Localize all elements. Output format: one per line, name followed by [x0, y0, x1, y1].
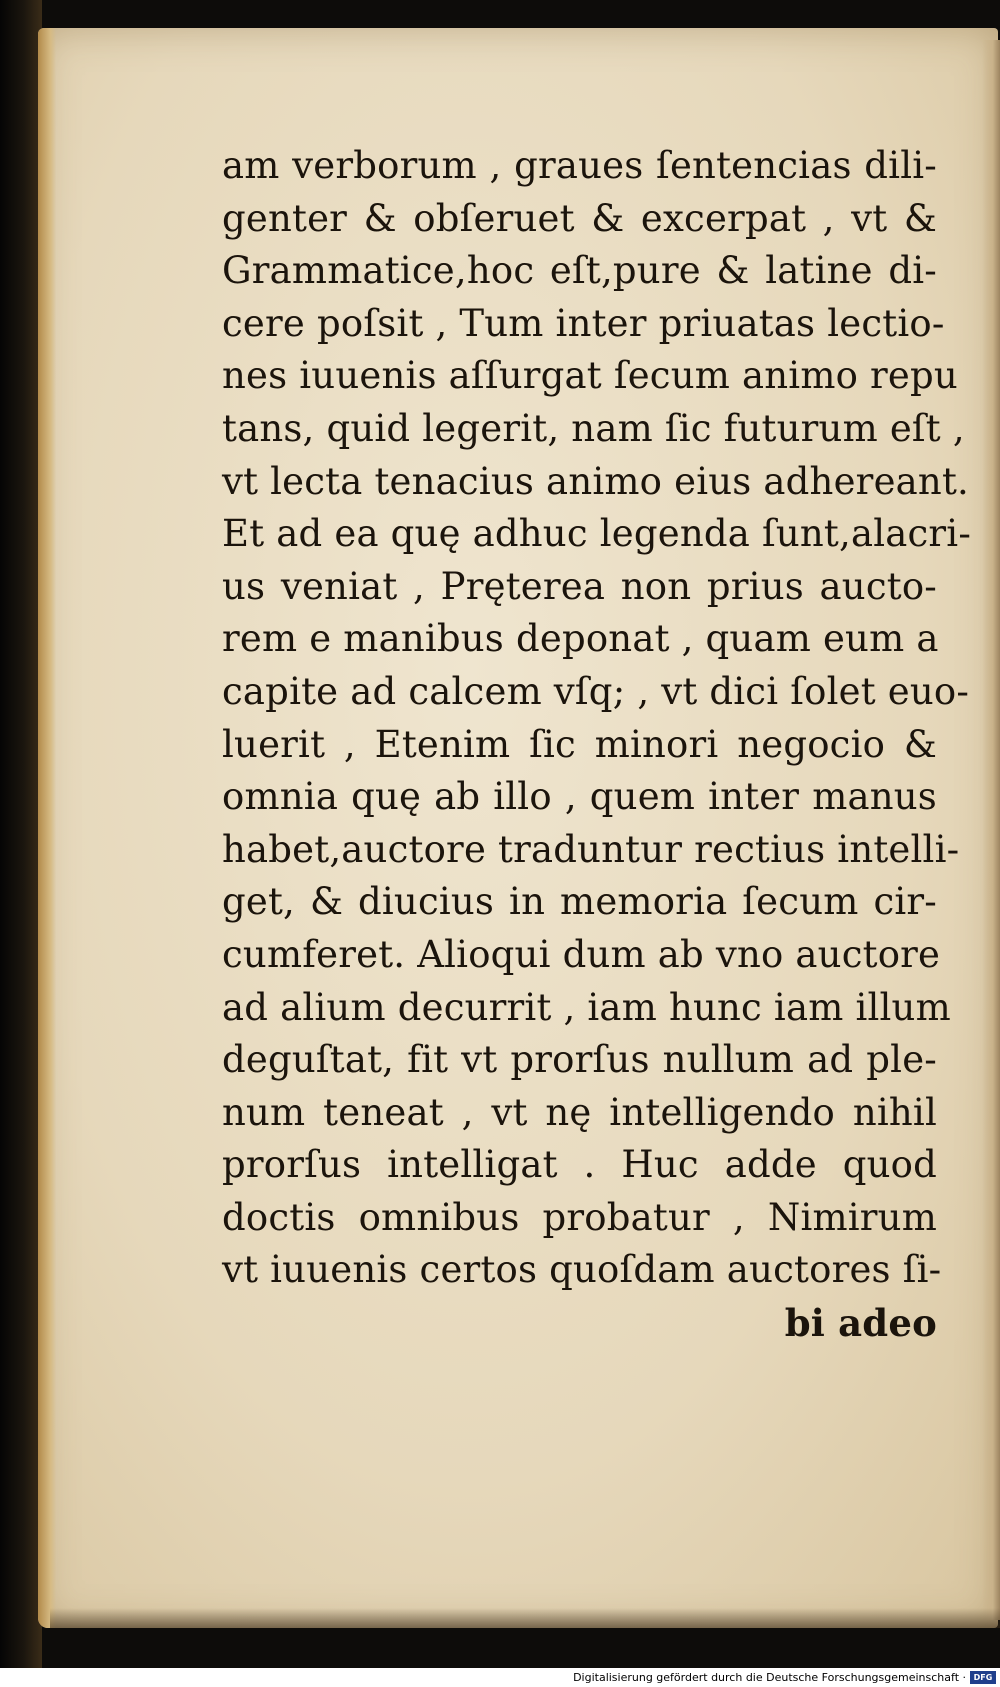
text-line: deguſtat, fit vt prorſus nullum ad ple-: [222, 1038, 937, 1082]
text-line: Et ad ea quę adhuc legenda ſunt,alacri-: [222, 512, 972, 556]
text-line: luerit , Etenim ſic minori negocio &: [222, 722, 937, 766]
text-line: tans, quid legerit, nam ſic futurum eſt ,: [222, 406, 965, 450]
digitization-footer: [0, 1668, 1000, 1687]
text-line: prorſus intelligat . Huc adde quod: [222, 1143, 937, 1187]
text-line: vt lecta tenacius animo eius adhereant.: [222, 459, 969, 503]
text-line: Grammatice,hoc eſt,pure & latine di-: [222, 249, 937, 293]
printed-text-block: [222, 140, 972, 1350]
text-line: get, & diucius in memoria ſecum cir-: [222, 880, 937, 924]
text-line: vt iuuenis certos quoſdam auctores ſi-: [222, 1248, 942, 1292]
footer-credit: Digitalisierung gefördert durch die Deutsche Forschungsgemeinschaft ·: [573, 1671, 966, 1684]
text-line: habet,auctore traduntur rectius intelli-: [222, 827, 960, 871]
text-line: num teneat , vt nę intelligendo nihil: [222, 1090, 937, 1134]
page-bottom-shadow: [50, 1608, 1000, 1628]
catchword: bi adeo: [784, 1301, 937, 1346]
text-line: cumferet. Alioqui dum ab vno auctore: [222, 932, 941, 976]
text-line: us veniat , Pręterea non prius aucto-: [222, 564, 937, 608]
text-line: omnia quę ab illo , quem inter manus: [222, 775, 937, 819]
text-line: capite ad calcem vſq; , vt dici ſolet euo-: [222, 669, 970, 713]
dfg-logo-icon: DFG: [970, 1671, 996, 1684]
text-line: ad alium decurrit , iam hunc iam illum: [222, 985, 951, 1029]
text-line: am verborum , graues ſentencias dili-: [222, 144, 937, 187]
page-right-edge: [982, 40, 1000, 1620]
text-line: doctis omnibus probatur , Nimirum: [222, 1195, 937, 1239]
page-spine-shadow: [38, 28, 56, 1628]
text-line: genter & obſeruet & excerpat , vt &: [222, 196, 937, 240]
text-line: nes iuuenis aſſurgat ſecum animo repu: [222, 354, 958, 398]
scan-left-edge: [0, 0, 42, 1687]
text-line: rem e manibus deponat , quam eum a: [222, 617, 939, 661]
text-line: cere poſsit , Tum inter priuatas lectio-: [222, 301, 945, 345]
